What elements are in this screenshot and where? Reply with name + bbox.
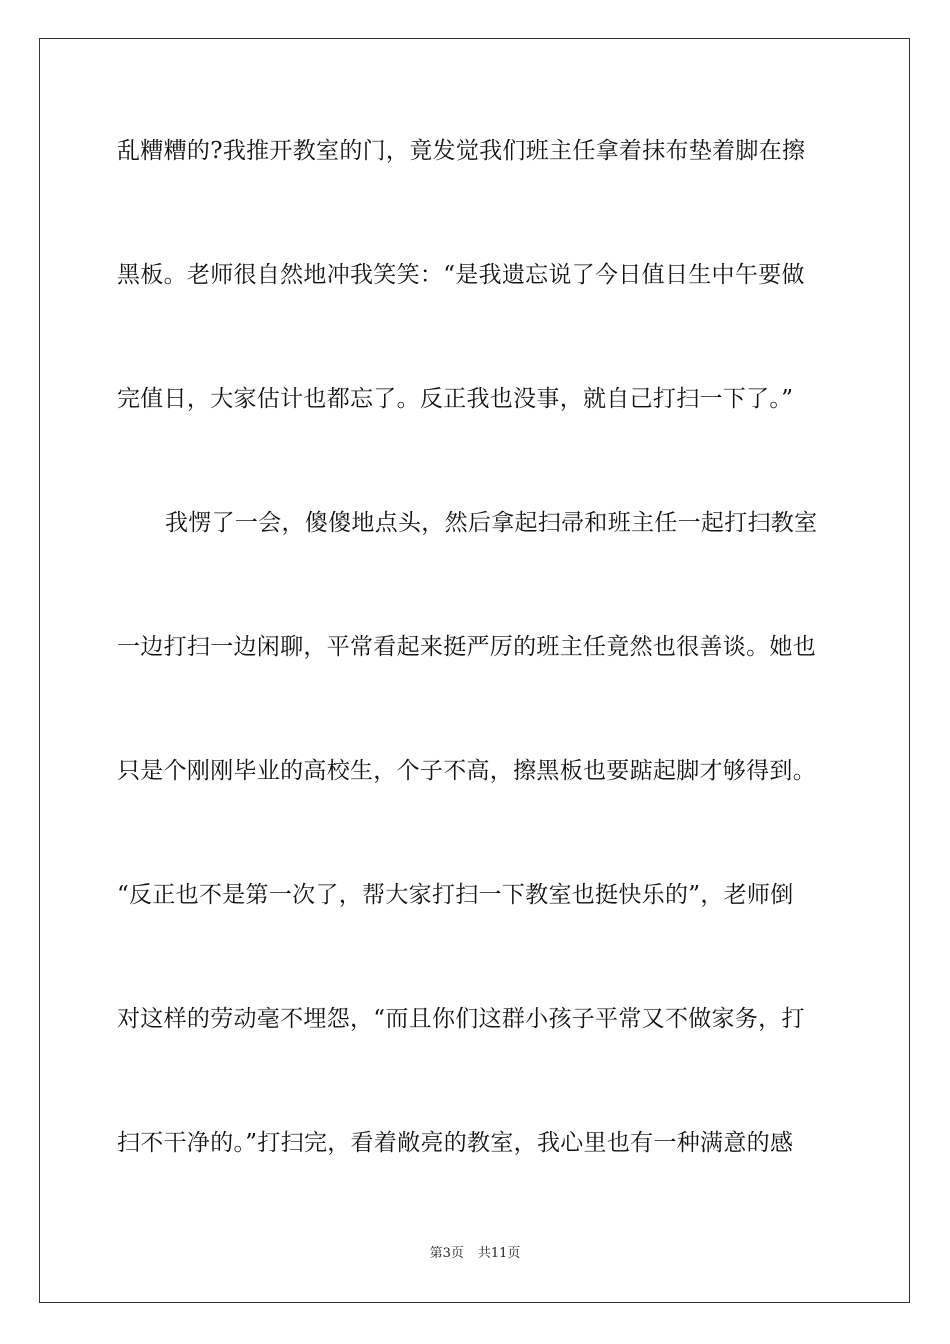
paragraph-line-2: 黑板。老师很自然地冲我笑笑：“是我遗忘说了今日值日生中午要做 <box>117 262 805 288</box>
paragraph-line-9: 扫不干净的。”打扫完，看着敞亮的教室，我心里也有一种满意的感 <box>117 1130 794 1156</box>
paragraph-line-4: 我愣了一会，傻傻地点头，然后拿起扫帚和班主任一起打扫教室 <box>165 510 818 536</box>
paragraph-line-3: 完值日，大家估计也都忘了。反正我也没事，就自己打扫一下了。” <box>117 386 794 412</box>
page-number: 第3页 <box>429 1246 464 1261</box>
page-total: 共11页 <box>477 1246 521 1261</box>
page-border <box>39 38 910 1303</box>
paragraph-line-7: “反正也不是第一次了，帮大家打扫一下教室也挺快乐的”，老师倒 <box>117 882 794 908</box>
paragraph-line-6: 只是个刚刚毕业的高校生，个子不高，擦黑板也要踮起脚才够得到。 <box>117 758 816 784</box>
page-footer <box>0 1245 950 1263</box>
paragraph-line-1: 乱糟糟的?我推开教室的门，竟发觉我们班主任拿着抹布垫着脚在擦 <box>117 138 806 164</box>
paragraph-line-5: 一边打扫一边闲聊，平常看起来挺严厉的班主任竟然也很善谈。她也 <box>117 634 816 660</box>
paragraph-line-8: 对这样的劳动毫不埋怨，“而且你们这群小孩子平常又不做家务，打 <box>117 1006 805 1032</box>
